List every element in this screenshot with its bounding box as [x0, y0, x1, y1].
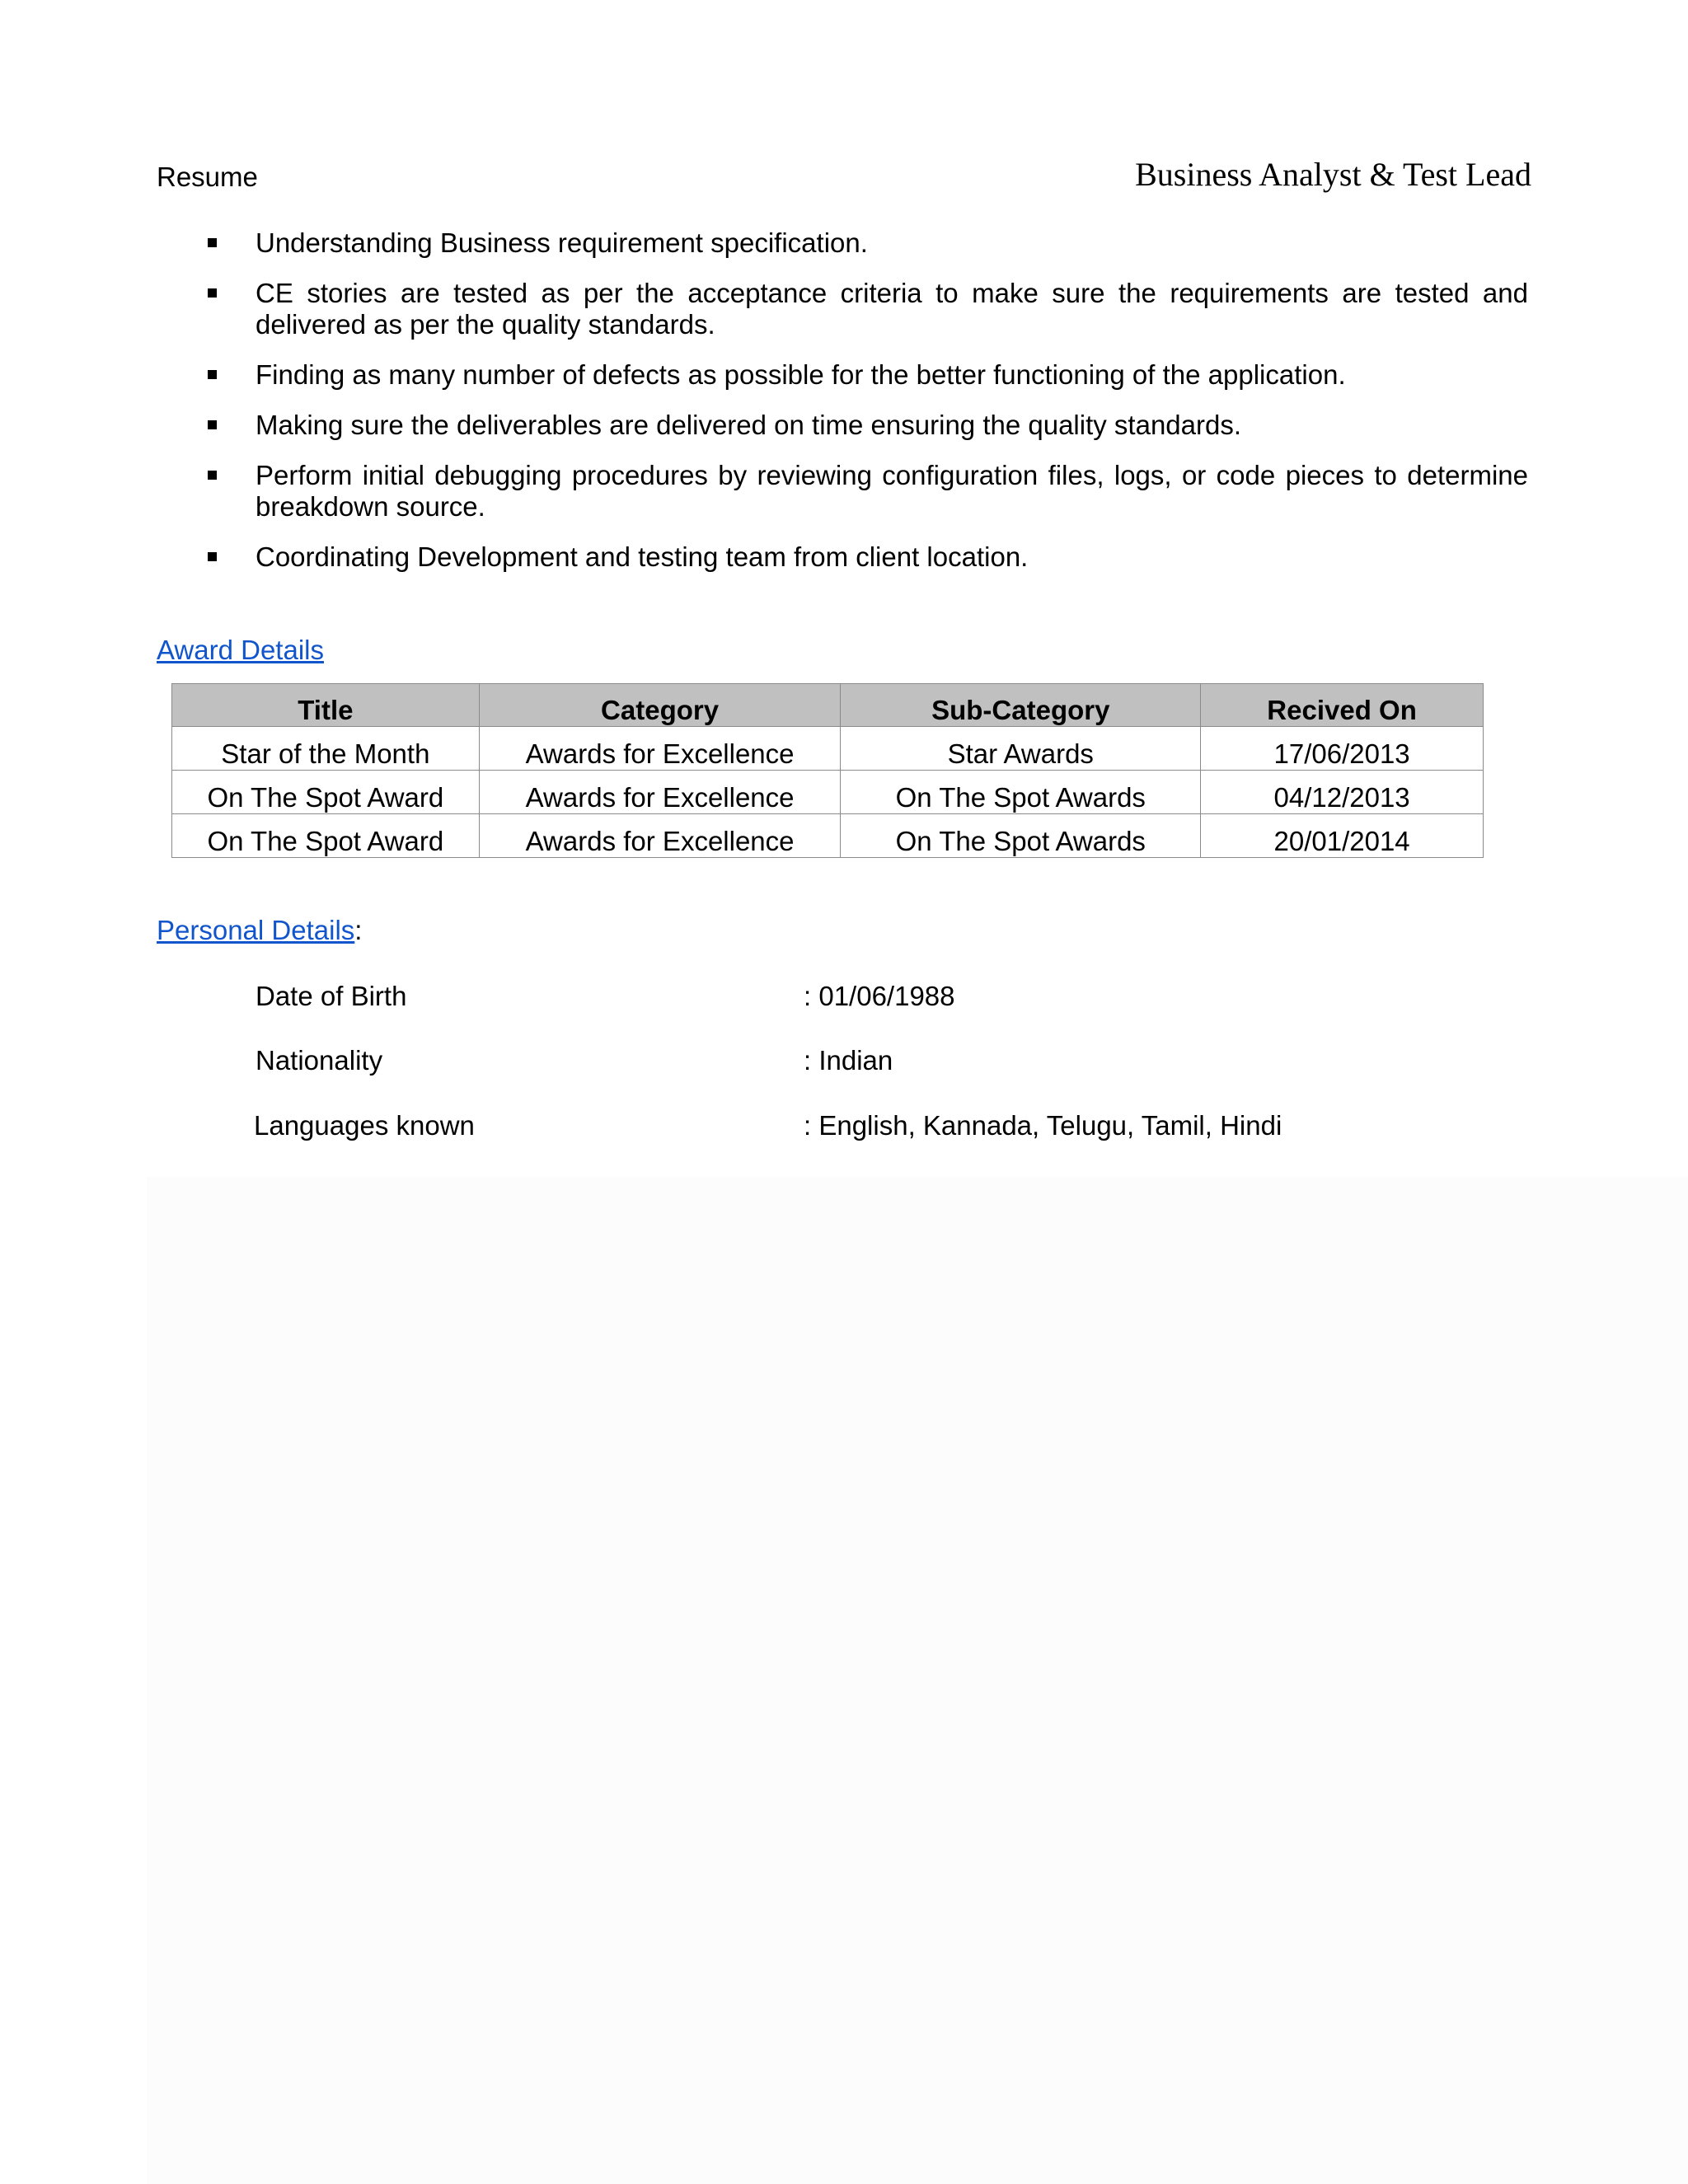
cell-category: Awards for Excellence [479, 771, 841, 814]
personal-details-heading [157, 915, 362, 946]
cell-title: On The Spot Award [172, 814, 480, 858]
cell-received-on: 17/06/2013 [1201, 727, 1484, 771]
column-header-category: Category [479, 684, 841, 727]
bullet-square-icon [208, 370, 217, 379]
column-header-received-on: Recived On [1201, 684, 1484, 727]
cell-title: On The Spot Award [172, 771, 480, 814]
heading-colon: : [354, 915, 363, 945]
column-header-sub-category: Sub-Category [841, 684, 1201, 727]
personal-details-link[interactable]: Personal Details [157, 915, 355, 945]
detail-value: : English, Kannada, Telugu, Tamil, Hindi [804, 1110, 1282, 1141]
detail-value: : 01/06/1988 [804, 981, 955, 1011]
header-resume-label: Resume [157, 162, 258, 192]
list-item: Finding as many number of defects as possible for the better functioning of the application. [157, 359, 1528, 391]
list-item: CE stories are tested as per the acceptance criteria to make sure the requirements are tested and delivered as per the quality standards. [157, 278, 1528, 340]
detail-label: Nationality [256, 1045, 383, 1076]
bullet-square-icon [208, 288, 217, 298]
table-row [172, 727, 1484, 771]
awards-table [171, 683, 1484, 858]
list-item: Making sure the deliverables are delivered on time ensuring the quality standards. [157, 410, 1528, 441]
detail-value: : Indian [804, 1045, 893, 1076]
list-item: Perform initial debugging procedures by reviewing configuration files, logs, or code pieces to determine breakdown source. [157, 460, 1528, 523]
responsibilities-list [157, 227, 1528, 592]
detail-label: Languages known [254, 1110, 475, 1141]
cell-sub-category: On The Spot Awards [841, 814, 1201, 858]
cell-received-on: 20/01/2014 [1201, 814, 1484, 858]
detail-label: Date of Birth [256, 981, 407, 1011]
table-header-row [172, 684, 1484, 727]
cell-sub-category: Star Awards [841, 727, 1201, 771]
cell-category: Awards for Excellence [479, 727, 841, 771]
header-job-title: Business Analyst & Test Lead [1135, 156, 1531, 193]
bullet-square-icon [208, 420, 217, 429]
cell-sub-category: On The Spot Awards [841, 771, 1201, 814]
column-header-title: Title [172, 684, 480, 727]
bullet-square-icon [208, 238, 217, 247]
cell-received-on: 04/12/2013 [1201, 771, 1484, 814]
list-item: Coordinating Development and testing team from client location. [157, 541, 1528, 573]
cell-category: Awards for Excellence [479, 814, 841, 858]
table-row [172, 814, 1484, 858]
cell-title: Star of the Month [172, 727, 480, 771]
page-background-shade [147, 1177, 1688, 2184]
bullet-square-icon [208, 471, 217, 480]
table-row [172, 771, 1484, 814]
list-item: Understanding Business requirement specification. [157, 227, 1528, 259]
award-details-link[interactable]: Award Details [157, 635, 324, 665]
bullet-square-icon [208, 552, 217, 561]
